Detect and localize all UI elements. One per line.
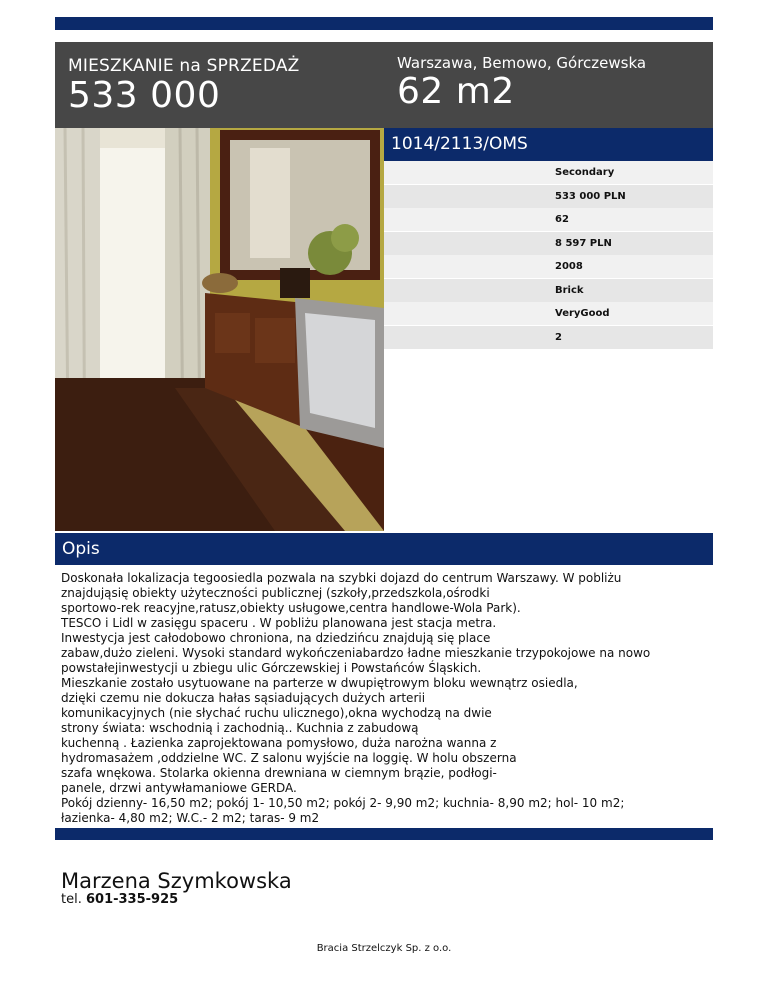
description-text: Doskonała lokalizacja tegoosiedla pozwala na szybki dojazd do centrum Warszawy. W pobliżu znajdująsię obiekty użyteczności publicznej (szkoły,przedszkola,ośrodki sportowo-rek reacyjne,ratusz,obiekty usługowe,centra handlowe-Wola Park). TESCO i Lidl w zasięgu spaceru . W pobliżu planowana jest stacja metra. Inwestycja jest całodobowo chroniona, na dziedzińcu znajdują się place zabaw,dużo zieleni. Wysoki standard wykończeniabardzo ładne mieszkanie trzypokojowe na nowo powstałejinwestycji u zbiegu ulic Górczewskiej i Powstańców Śląskich. Mieszkanie zostało usytuowane na parterze w dwupiętrowym bloku wewnątrz osiedla, dzięki czemu nie dokucza hałas sąsiadujących dużych arterii komunikacyjnych (nie słychać ruchu ulicznego),okna wychodzą na dwie strony świata: wschodnią i zachodnią.. Kuchnia z zabudową kuchenną . Łazienka zaprojektowana pomysłowo, duża narożna wanna z hydromasażem ,oddzielne WC. Z salonu wyjście na loggię. W holu obszerna szafa wnękowa. Stolarka okienna drewniana w ciemnym brązie, podłogi- panele, drzwi antywłamaniowe GERDA. Pokój dzienny- 16,50 m2; pokój 1- 10,50 m2; pokój 2- 9,90 m2; kuchnia- 8,90 m2; hol- 10 m2; łazienka- 4,80 m2; W.C.- 2 m2; taras- 9 m2 <box>61 571 651 825</box>
property-photo <box>55 128 384 531</box>
property-value: Secondary <box>555 167 615 178</box>
property-value: 2 <box>555 332 562 343</box>
phone-number: 601-335-925 <box>85 892 179 907</box>
property-row <box>384 161 713 184</box>
property-row <box>384 232 713 255</box>
listing-price: 533 000 <box>68 75 221 116</box>
description-heading-bar <box>55 533 713 565</box>
agent-phone <box>61 892 178 907</box>
property-value: 62 <box>555 214 569 225</box>
listing-header <box>55 42 713 128</box>
agent-name: Marzena Szymkowska <box>61 869 292 893</box>
reference-bar <box>384 128 713 161</box>
listing-area: 62 m2 <box>397 71 515 112</box>
description-heading: Opis <box>62 539 100 559</box>
listing-type: MIESZKANIE na SPRZEDAŻ <box>68 56 300 76</box>
listing-location: Warszawa, Bemowo, Górczewska <box>397 54 647 72</box>
property-row <box>384 185 713 208</box>
property-row <box>384 326 713 349</box>
property-row <box>384 255 713 278</box>
reference-number: 1014/2113/OMS <box>391 134 528 154</box>
property-row <box>384 208 713 231</box>
property-value: 533 000 PLN <box>555 191 626 202</box>
property-value: Brick <box>555 285 584 296</box>
company-name: Bracia Strzelczyk Sp. z o.o. <box>316 943 452 954</box>
property-row <box>384 279 713 302</box>
property-value: 8 597 PLN <box>555 238 612 249</box>
property-value: 2008 <box>555 261 583 272</box>
property-row <box>384 302 713 325</box>
property-value: VeryGood <box>555 308 610 319</box>
phone-label: tel. <box>61 892 82 907</box>
bottom-accent-bar <box>55 828 713 840</box>
top-accent-bar <box>55 17 713 30</box>
